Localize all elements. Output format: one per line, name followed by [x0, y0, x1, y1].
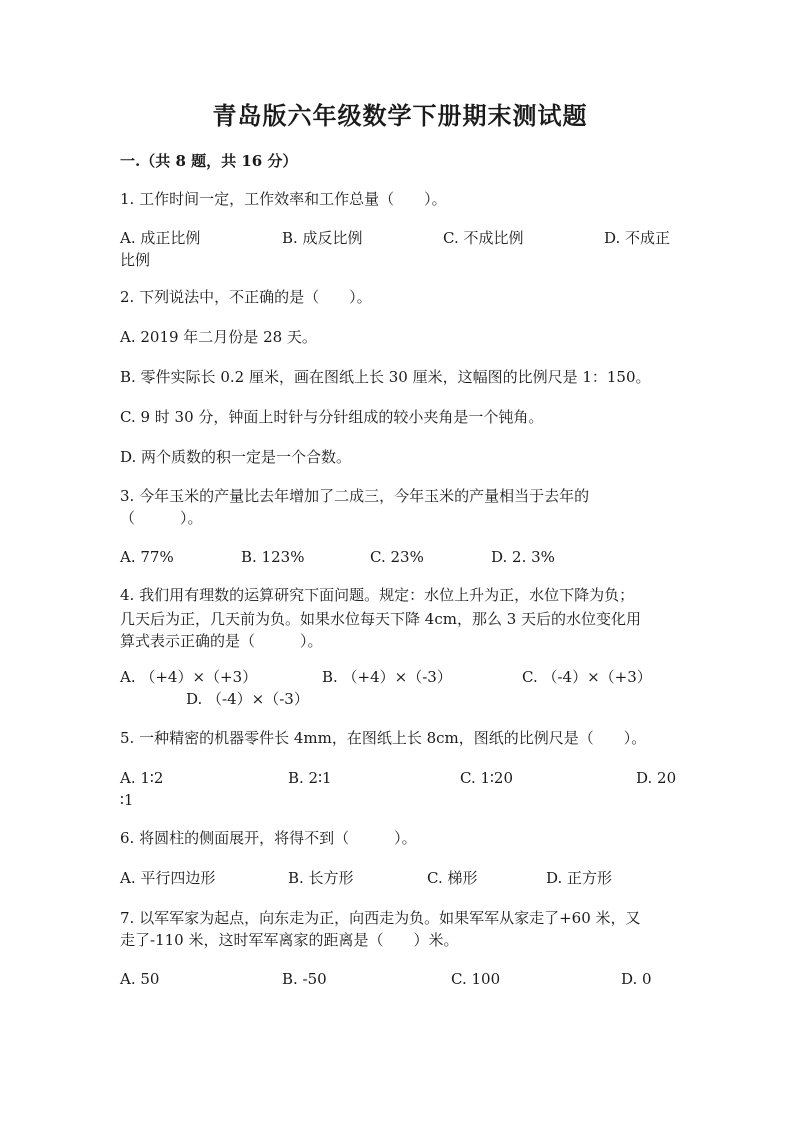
question-2-option-d: D. 两个质数的积一定是一个合数。: [120, 448, 352, 466]
question-1-option-c: C. 不成比例: [443, 229, 524, 247]
question-3-option-b: B. 123%: [241, 548, 305, 566]
question-4-option-a: A. （+4）×（+3）: [120, 668, 258, 686]
question-5-option-d: D. 20: [636, 769, 677, 787]
question-7-option-c: C. 100: [451, 970, 501, 988]
question-7-stem-line-1: 7. 以军军家为起点，向东走为正，向西走为负。如果军军从家走了+60 米，又: [120, 909, 641, 927]
question-3-option-a: A. 77%: [120, 548, 174, 566]
question-6-option-a: A. 平行四边形: [120, 869, 216, 887]
question-3-option-c: C. 23%: [370, 548, 424, 566]
page-title: 青岛版六年级数学下册期末测试题: [212, 101, 588, 130]
question-3-stem-line-2: （ ）。: [120, 509, 203, 527]
question-6-stem: 6. 将圆柱的侧面展开，将得不到（ ）。: [120, 829, 417, 847]
question-7-stem-line-2: 走了-110 米，这时军军离家的距离是（ ）米。: [120, 931, 459, 949]
question-6-option-b: B. 长方形: [288, 869, 354, 887]
question-4-stem-line-2: 几天后为正，几天前为负。如果水位每天下降 4cm，那么 3 天后的水位变化用: [120, 610, 642, 628]
question-6-option-c: C. 梯形: [427, 869, 478, 887]
question-3-stem-line-1: 3. 今年玉米的产量比去年增加了二成三，今年玉米的产量相当于去年的: [120, 487, 590, 505]
question-2-option-a: A. 2019 年二月份是 28 天。: [120, 328, 317, 346]
question-5-option-d-wrap: ∶1: [120, 791, 134, 809]
question-2-option-b: B. 零件实际长 0.2 厘米，画在图纸上长 30 厘米，这幅图的比例尺是 1：150。: [120, 368, 651, 386]
question-2-option-c: C. 9 时 30 分，钟面上时针与分针组成的较小夹角是一个钝角。: [120, 408, 544, 426]
question-5-option-b: B. 2∶1: [288, 769, 332, 787]
section-heading: 一.（共 8 题，共 16 分）: [120, 152, 298, 170]
question-1-stem: 1. 工作时间一定，工作效率和工作总量（ ）。: [120, 190, 447, 208]
question-5-option-a: A. 1∶2: [120, 769, 164, 787]
question-4-option-c: C. （-4）×（+3）: [522, 668, 652, 686]
question-4-option-d: D. （-4）×（-3）: [186, 690, 309, 708]
question-3-option-d: D. 2. 3%: [491, 548, 555, 566]
question-4-stem-line-1: 4. 我们用有理数的运算研究下面问题。规定：水位上升为正，水位下降为负；: [120, 586, 635, 604]
question-1-option-d-wrap: 比例: [120, 251, 151, 269]
question-5-option-c: C. 1∶20: [460, 769, 514, 787]
question-2-stem: 2. 下列说法中，不正确的是（ ）。: [120, 288, 372, 306]
question-6-option-d: D. 正方形: [546, 869, 613, 887]
question-4-option-b: B. （+4）×（-3）: [322, 668, 452, 686]
question-1-option-b: B. 成反比例: [282, 229, 363, 247]
question-1-option-d: D. 不成正: [604, 229, 671, 247]
question-7-option-b: B. -50: [282, 970, 327, 988]
question-7-option-a: A. 50: [120, 970, 160, 988]
question-4-stem-line-3: 算式表示正确的是（ ）。: [120, 632, 323, 650]
question-7-option-d: D. 0: [621, 970, 652, 988]
question-1-option-a: A. 成正比例: [120, 229, 201, 247]
question-5-stem: 5. 一种精密的机器零件长 4mm，在图纸上长 8cm，图纸的比例尺是（ ）。: [120, 729, 647, 747]
